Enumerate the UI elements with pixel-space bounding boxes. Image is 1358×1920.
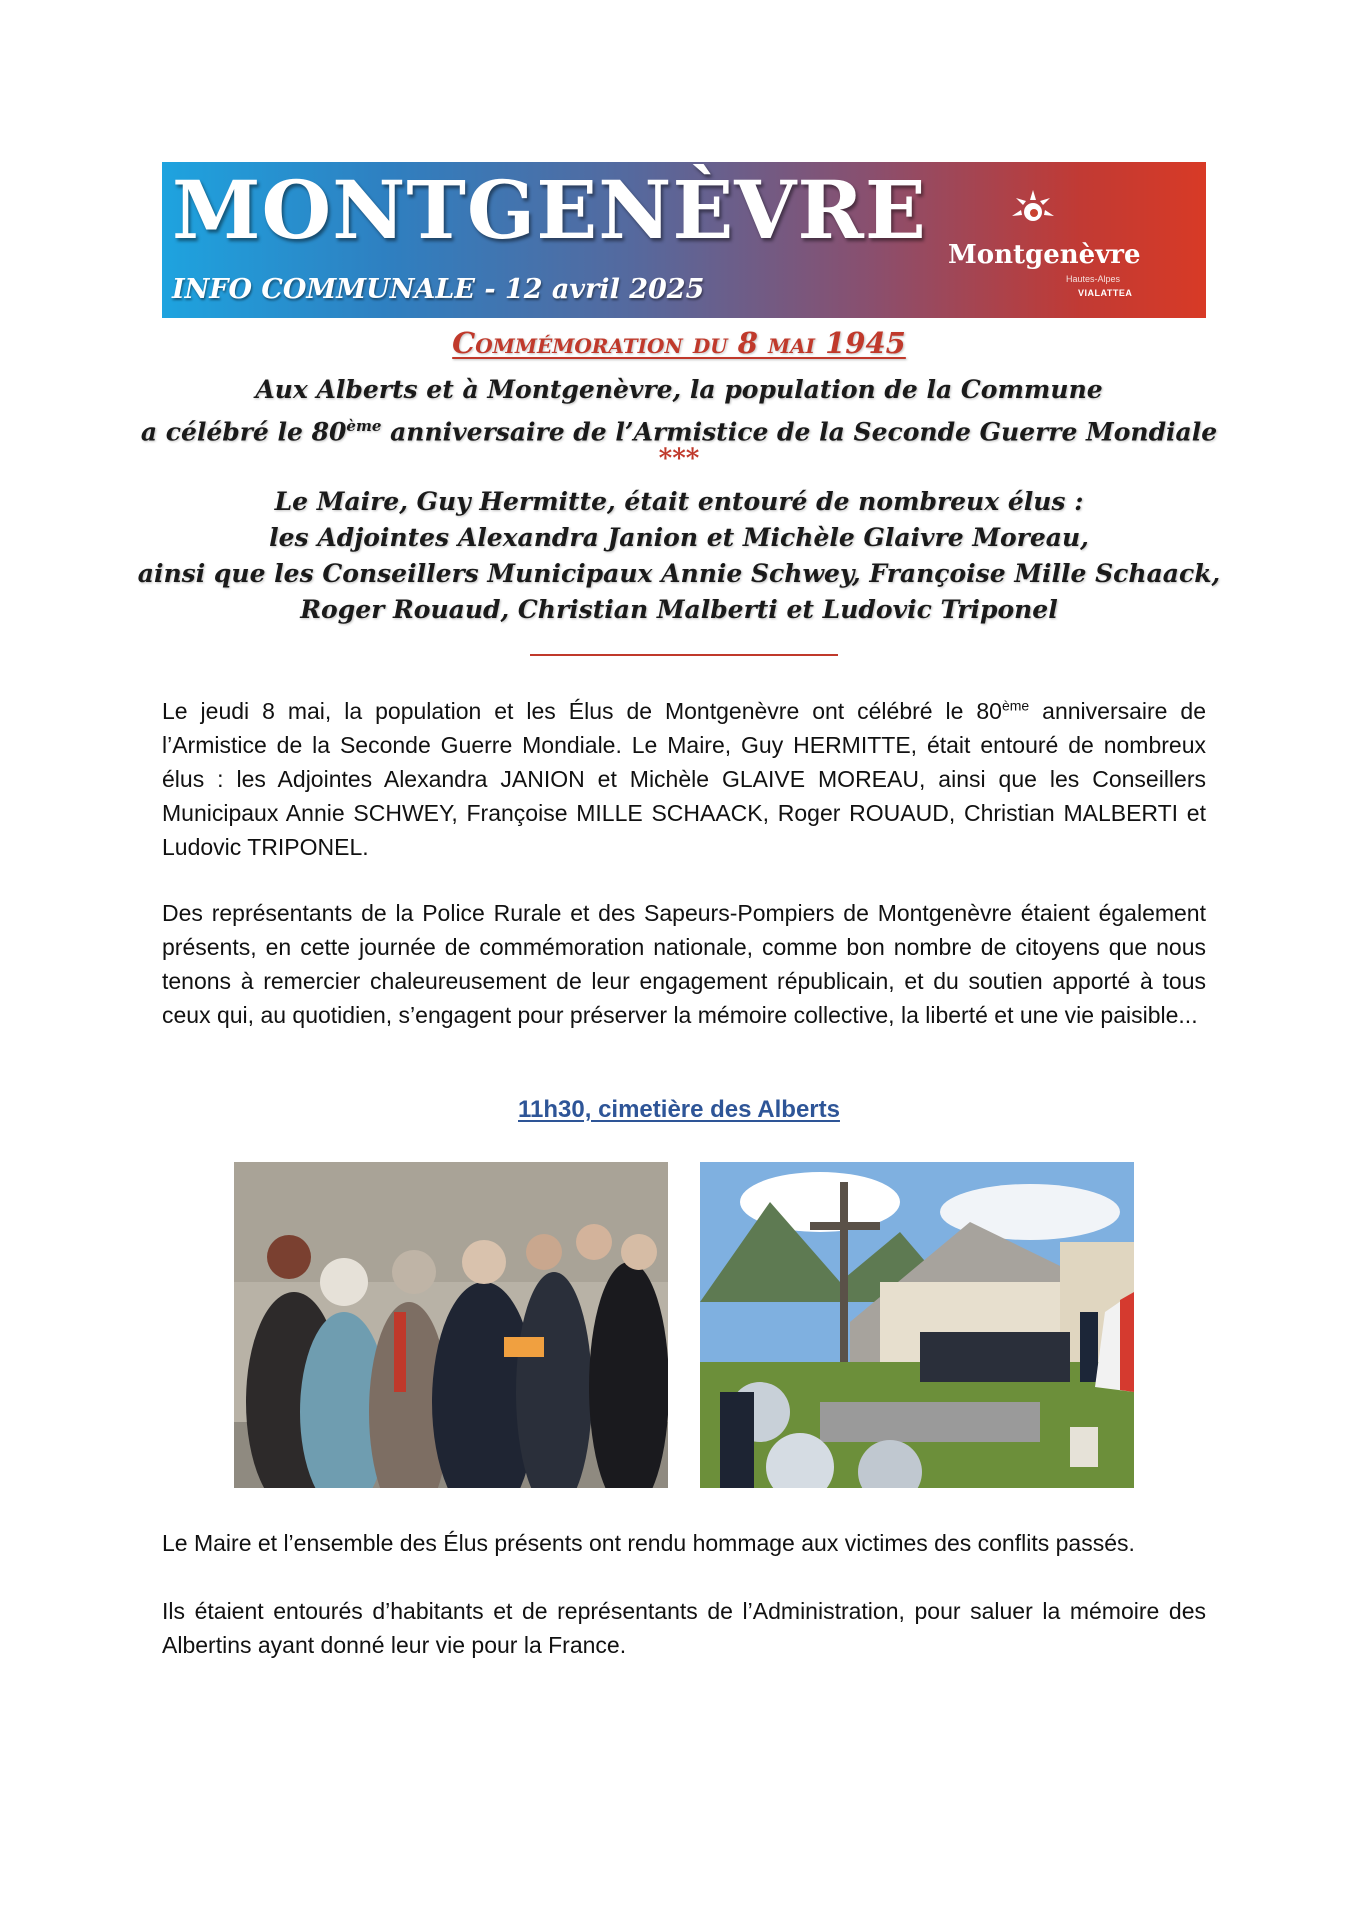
photo-cemetery-ceremony [700,1162,1134,1488]
banner-subtitle: INFO COMMUNALE - 12 avril 2025 [172,274,705,305]
headline-line1: Aux Alberts et à Montgenèvre, la population de la Commune [255,375,1103,404]
paragraph-3: Le Maire et l’ensemble des Élus présents ont rendu hommage aux victimes des conflits passés. [162,1530,1135,1556]
page-title: Commémoration du 8 mai 1945 [452,326,906,360]
section-heading: 11h30, cimetière des Alberts [518,1096,840,1123]
paragraph-4: Ils étaient entourés d’habitants et de représentants de l’Administration, pour saluer la mémoire des Albertins ayant donné leur vie pour la France. [162,1598,1206,1658]
banner-title: MONTGENÈVRE [172,163,927,257]
divider [530,654,838,656]
separator-stars: *** [658,444,700,474]
paragraph-2: Des représentants de la Police Rurale et des Sapeurs-Pompiers de Montgenèvre étaient également présents, en cette journée de commémoration nationale, comme bon nombre de citoyens que nous tenons à remercier chaleureusement de leur engagement républicain, et du soutien apporté à tous ceux qui, au quotidien, s’engagent pour préserver la mémoire collective, la liberté et une vie paisible... [162,900,1206,1028]
headline-officials [0,484,1358,628]
header-banner [162,162,1206,318]
headline-line3: Le Maire, Guy Hermitte, était entouré de nombreux élus : [274,487,1084,516]
headline-line5: ainsi que les Conseillers Municipaux Annie Schwey, Françoise Mille Schaack, [137,559,1221,588]
logo-wordmark: Montgenèvre [948,240,1141,270]
headline-line6: Roger Rouaud, Christian Malberti et Ludovic Triponel [300,595,1058,624]
headline-line2: a célébré le 80ème anniversaire de l’Armistice de la Seconde Guerre Mondiale [140,417,1218,447]
paragraph-1: Le jeudi 8 mai, la population et les Élus de Montgenèvre ont célébré le 80ème anniversaire de l’Armistice de la Seconde Guerre Mondiale. Le Maire, Guy HERMITTE, était entouré de nombreux élus : les Adjointes Alexandra JANION et Michèle GLAIVE MOREAU, ainsi que les Conseillers Municipaux Annie SCHWEY, Françoise MILLE SCHAACK, Roger ROUAUD, Christian MALBERTI et Ludovic TRIPONEL. [162,697,1206,860]
sun-logo-icon [1010,188,1056,234]
montgenevre-logo [948,180,1188,308]
logo-partner: VIALATTEA [1078,288,1133,298]
logo-region: Hautes-Alpes [1066,274,1121,284]
headline-line4: les Adjointes Alexandra Janion et Michèle Glaivre Moreau, [269,523,1089,552]
headline-lead [0,372,1358,450]
photo-officials-cemetery [234,1162,668,1488]
